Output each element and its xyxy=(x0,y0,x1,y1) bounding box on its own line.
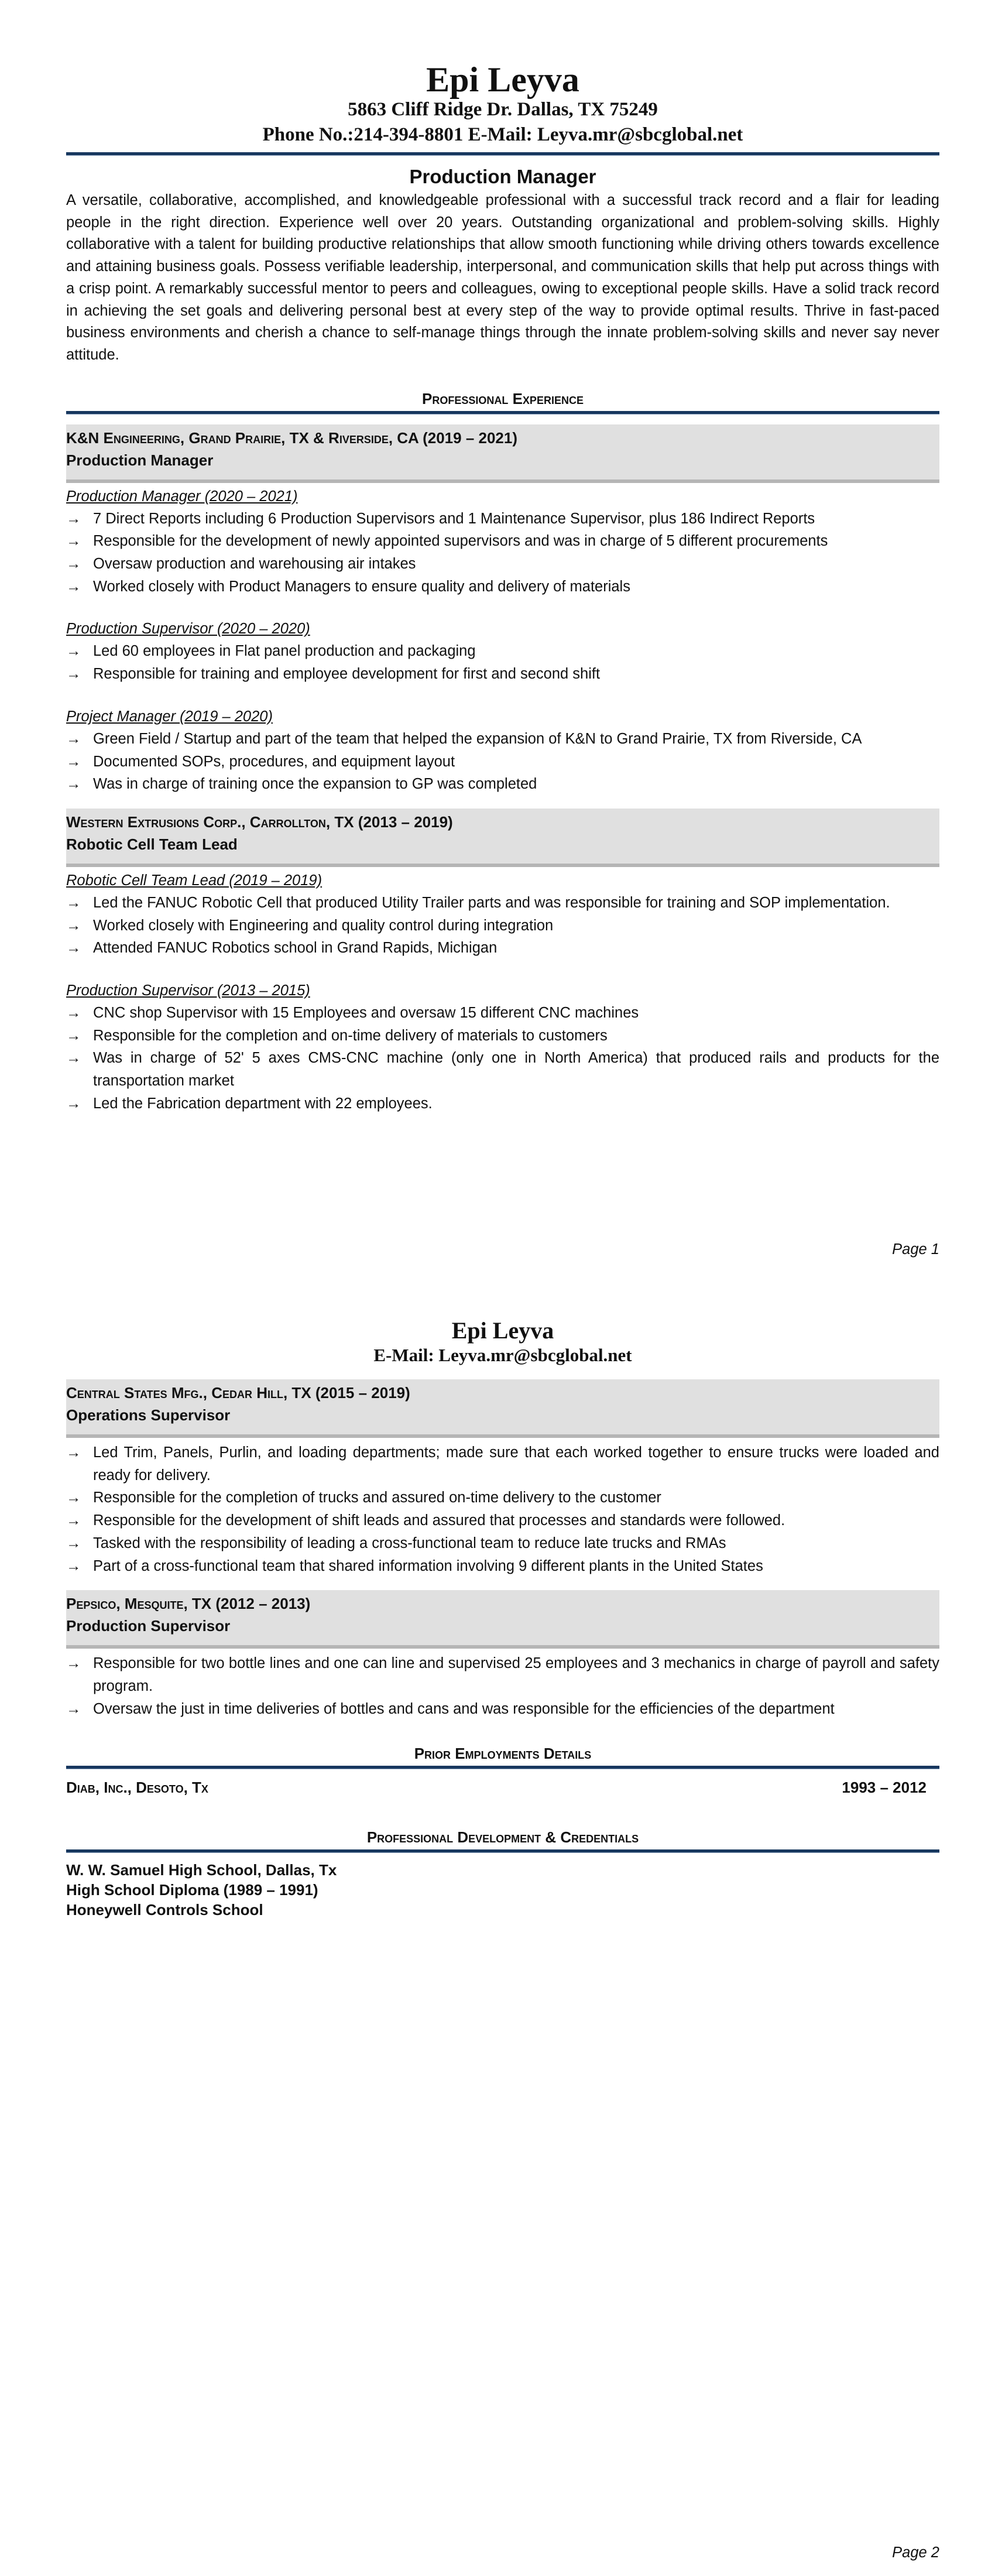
page-number: Page 1 xyxy=(892,1241,939,1258)
position-title: Production Supervisor xyxy=(66,1617,231,1635)
bullet-item xyxy=(66,508,939,530)
page-1 xyxy=(66,0,939,1258)
bullet-text: Responsible for training and employee development for first and second shift xyxy=(93,666,601,683)
arrow-icon: → xyxy=(66,1027,81,1044)
section-heading-prior: Prior Employments Details xyxy=(414,1745,592,1763)
page-2 xyxy=(66,1288,939,2561)
bullet-item xyxy=(66,553,939,576)
bullet-item xyxy=(66,1555,939,1578)
bullet-item xyxy=(66,892,939,914)
bullet-text: Led Trim, Panels, Purlin, and loading departments; made sure that each worked together to ensure trucks were loaded and ready for delivery. xyxy=(93,1444,939,1484)
bullet-item xyxy=(66,640,939,663)
bullet-item xyxy=(66,1025,939,1047)
email: E-Mail: Leyva.mr@sbcglobal.net xyxy=(373,1345,632,1365)
bullet-text: Led the FANUC Robotic Cell that produced Utility Trailer parts and was responsible for training and SOP implementation. xyxy=(93,894,890,911)
arrow-icon: → xyxy=(66,1534,81,1551)
arrow-icon: → xyxy=(66,1557,81,1574)
bullet-text: Attended FANUC Robotics school in Grand Rapids, Michigan xyxy=(93,940,498,957)
bullet-item xyxy=(66,1698,939,1721)
divider xyxy=(66,411,939,415)
company-header xyxy=(66,1379,939,1438)
arrow-icon: → xyxy=(66,643,81,660)
arrow-icon: → xyxy=(66,1005,81,1022)
bullet-item xyxy=(66,1652,939,1697)
resume-title: Production Manager xyxy=(409,166,596,187)
company-header xyxy=(66,1590,939,1649)
divider xyxy=(66,1766,939,1769)
bullet-list xyxy=(66,508,939,598)
bullet-item xyxy=(66,663,939,686)
candidate-name: Epi Leyva xyxy=(451,1317,554,1344)
prior-company: Diab, Inc., Desoto, Tx xyxy=(66,1779,208,1797)
role-title: Project Manager (2019 – 2020) xyxy=(66,708,273,725)
arrow-icon: → xyxy=(66,753,81,770)
bullet-text: 7 Direct Reports including 6 Production Supervisors and 1 Maintenance Supervisor, plus 186 Indirect Reports xyxy=(93,510,815,527)
bullet-item xyxy=(66,728,939,751)
bullet-text: Worked closely with Product Managers to ensure quality and delivery of materials xyxy=(93,578,630,595)
arrow-icon: → xyxy=(66,1095,81,1112)
bullet-text: Worked closely with Engineering and quality control during integration xyxy=(93,917,554,934)
bullet-list xyxy=(66,1652,939,1720)
address: 5863 Cliff Ridge Dr. Dallas, TX 75249 xyxy=(348,99,658,120)
arrow-icon: → xyxy=(66,1512,81,1529)
arrow-icon: → xyxy=(66,894,81,911)
bullet-text: Responsible for the development of shift leads and assured that processes and standards were followed. xyxy=(93,1512,785,1529)
bullet-text: Tasked with the responsibility of leading a cross-functional team to reduce late trucks and RMAs xyxy=(93,1534,726,1551)
position-title: Production Manager xyxy=(66,451,214,469)
arrow-icon: → xyxy=(66,1050,81,1067)
bullet-item xyxy=(66,530,939,553)
bullet-text: Was in charge of 52' 5 axes CMS-CNC machine (only one in North America) that produced rails and products for the transportation market xyxy=(93,1050,939,1090)
role-title: Robotic Cell Team Lead (2019 – 2019) xyxy=(66,872,322,889)
bullet-list xyxy=(66,1002,939,1115)
bullet-item xyxy=(66,1509,939,1532)
position-title: Robotic Cell Team Lead xyxy=(66,835,238,853)
candidate-name: Epi Leyva xyxy=(426,60,579,99)
bullet-item xyxy=(66,1532,939,1555)
bullet-item xyxy=(66,1486,939,1509)
bullet-text: Responsible for the completion and on-time delivery of materials to customers xyxy=(93,1027,608,1044)
bullet-item xyxy=(66,773,939,796)
page-number: Page 2 xyxy=(892,2544,939,2561)
bullet-text: Responsible for two bottle lines and one can line and supervised 25 employees and 3 mechanics in charge of payroll and safety program. xyxy=(93,1655,939,1694)
role-title: Production Supervisor (2013 – 2015) xyxy=(66,982,310,999)
bullet-text: CNC shop Supervisor with 15 Employees and oversaw 15 different CNC machines xyxy=(93,1005,639,1022)
bullet-item xyxy=(66,751,939,773)
company-header xyxy=(66,809,939,867)
arrow-icon: → xyxy=(66,666,81,683)
position-title: Operations Supervisor xyxy=(66,1406,231,1424)
company-name: K&N Engineering, Grand Prairie, TX & Riverside, CA (2019 – 2021) xyxy=(66,429,517,447)
contact-info: Phone No.:214-394-8801 E-Mail: Leyva.mr@sbcglobal.net xyxy=(262,124,743,145)
education-item: W. W. Samuel High School, Dallas, Tx xyxy=(66,1861,337,1879)
arrow-icon: → xyxy=(66,776,81,793)
bullet-list xyxy=(66,640,939,685)
bullet-text: Oversaw the just in time deliveries of bottles and cans and was responsible for the efficiencies of the department xyxy=(93,1700,835,1717)
bullet-item xyxy=(66,937,939,960)
bullet-item xyxy=(66,1002,939,1025)
bullet-text: Was in charge of training once the expansion to GP was completed xyxy=(93,776,537,793)
arrow-icon: → xyxy=(66,556,81,573)
bullet-text: Led the Fabrication department with 22 employees. xyxy=(93,1095,433,1112)
education-list xyxy=(66,1860,939,1920)
bullet-list xyxy=(66,728,939,796)
company-name: Central States Mfg., Cedar Hill, TX (2015 – 2019) xyxy=(66,1384,410,1402)
bullet-item xyxy=(66,914,939,937)
company-header xyxy=(66,424,939,483)
divider xyxy=(66,1849,939,1853)
company-name: Western Extrusions Corp., Carrollton, TX (2013 – 2019) xyxy=(66,813,453,831)
section-heading-experience: Professional Experience xyxy=(422,389,584,407)
bullet-text: Responsible for the development of newly appointed supervisors and was in charge of 5 different procurements xyxy=(93,533,828,550)
bullet-text: Responsible for the completion of trucks and assured on-time delivery to the customer xyxy=(93,1489,661,1506)
arrow-icon: → xyxy=(66,730,81,747)
bullet-text: Oversaw production and warehousing air intakes xyxy=(93,556,416,573)
arrow-icon: → xyxy=(66,578,81,595)
arrow-icon: → xyxy=(66,917,81,934)
role-title: Production Manager (2020 – 2021) xyxy=(66,488,298,505)
bullet-text: Led 60 employees in Flat panel production and packaging xyxy=(93,643,476,660)
arrow-icon: → xyxy=(66,940,81,957)
arrow-icon: → xyxy=(66,1444,81,1461)
bullet-text: Documented SOPs, procedures, and equipment layout xyxy=(93,753,455,770)
bullet-list xyxy=(66,892,939,960)
arrow-icon: → xyxy=(66,510,81,527)
arrow-icon: → xyxy=(66,533,81,550)
bullet-list xyxy=(66,1441,939,1577)
arrow-icon: → xyxy=(66,1700,81,1717)
bullet-item xyxy=(66,1441,939,1486)
section-heading-development: Professional Development & Credentials xyxy=(366,1828,639,1847)
divider xyxy=(66,152,939,156)
education-item: High School Diploma (1989 – 1991) xyxy=(66,1881,318,1899)
bullet-text: Part of a cross-functional team that shared information involving 9 different plants in the United States xyxy=(93,1557,763,1574)
arrow-icon: → xyxy=(66,1489,81,1506)
prior-years: 1993 – 2012 xyxy=(842,1779,927,1797)
summary: A versatile, collaborative, accomplished, and knowledgeable professional with a successful track record and a flair for leading people in the right direction. Experience well over 20 years. Outstanding organizational and problem-solving skills. Highly collaborative with a talent for building productive relationships that allow smooth functioning while driving others towards excellence and attaining business goals. Possess verifiable leadership, interpersonal, and communication skills that help put across things with a crisp point. A remarkably successful mentor to peers and colleagues, owing to exceptional people skills. Have a solid track record in achieving the set goals and delivering personal best at every step of the way to provide optimal results. Thrive in fast-paced business environments and cherish a chance to self-manage things through the innate problem-solving skills and never say never attitude. xyxy=(66,192,939,363)
bullet-item xyxy=(66,1092,939,1115)
bullet-item xyxy=(66,576,939,598)
arrow-icon: → xyxy=(66,1655,81,1672)
education-item: Honeywell Controls School xyxy=(66,1901,263,1919)
role-title: Production Supervisor (2020 – 2020) xyxy=(66,621,310,638)
prior-employment-row xyxy=(66,1779,939,1797)
company-name: Pepsico, Mesquite, TX (2012 – 2013) xyxy=(66,1595,311,1613)
bullet-item xyxy=(66,1047,939,1092)
bullet-text: Green Field / Startup and part of the team that helped the expansion of K&N to Grand Prairie, TX from Riverside, CA xyxy=(93,730,862,747)
